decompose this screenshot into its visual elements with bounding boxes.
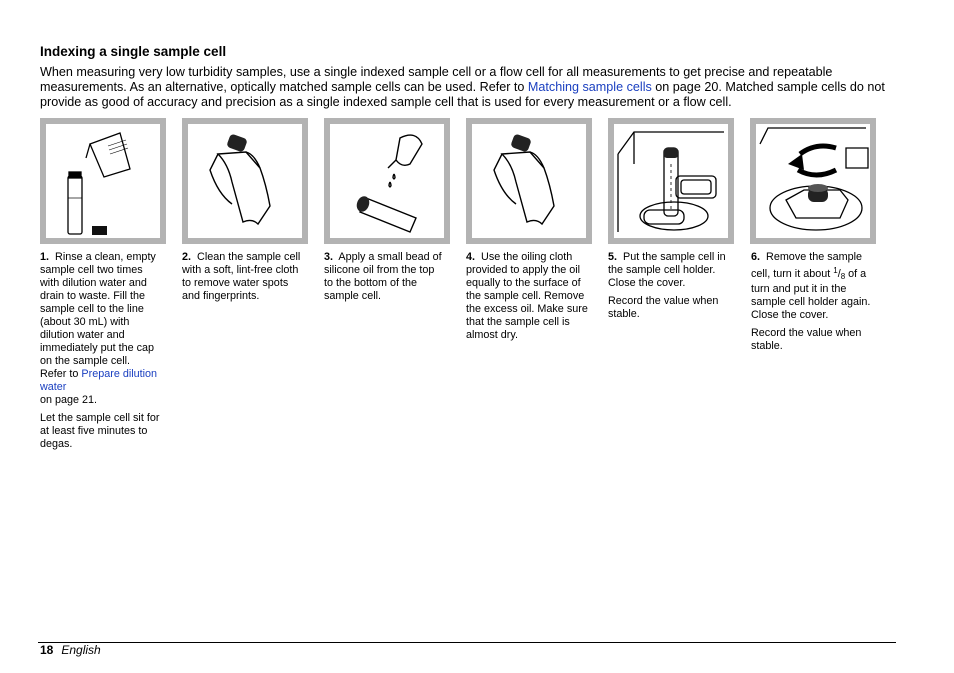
step-2: 2. Clean the sample cell with a soft, lint-free cloth to remove water spots and fingerprints.: [182, 251, 301, 302]
step-4-illustration: [466, 118, 592, 244]
step-6-illustration: [750, 118, 876, 244]
rotate-cell-icon: [756, 124, 870, 238]
page-number: 18: [40, 643, 54, 657]
pour-water-icon: [46, 124, 160, 238]
step-6: 6. Remove the sample cell, turn it about $^1/_8$ of a turn and put it in the sample cell holder again. Close the cover. Record the value when stable.: [751, 251, 873, 358]
section-heading: Indexing a single sample cell: [40, 44, 227, 59]
step-1: 1. Rinse a clean, empty sample cell two times with dilution water and drain to waste. Fill the sample cell to the line (about 30 mL) with dilution water and immediately put the cap on the sample cell. Refer to Prepare dilution water on page 21. Let the sample cell sit for at least five minutes to degas.: [40, 251, 162, 456]
step-5-illustration: [608, 118, 734, 244]
step-1-note: Let the sample cell sit for at least five minutes to degas.: [40, 412, 160, 450]
insert-cell-icon: [614, 124, 728, 238]
step-6-note: Record the value when stable.: [751, 327, 862, 352]
oil-dropper-icon: [330, 124, 444, 238]
cloth-cleaning-icon: [188, 124, 302, 238]
oiling-cloth-icon: [472, 124, 586, 238]
step-5: 5. Put the sample cell in the sample cell holder. Close the cover. Record the value when stable.: [608, 251, 730, 326]
page-footer: [40, 643, 101, 657]
step-2-illustration: [182, 118, 308, 244]
step-4: 4. Use the oiling cloth provided to apply the oil equally to the surface of the sample cell. Remove the excess oil. Make sure that the sample cell is almost dry.: [466, 251, 588, 341]
step-3-illustration: [324, 118, 450, 244]
footer-divider: [38, 642, 896, 643]
prepare-dilution-water-link[interactable]: Prepare dilution water: [40, 368, 158, 393]
matching-sample-cells-link[interactable]: Matching sample cells: [527, 80, 652, 94]
step-5-note: Record the value when stable.: [608, 295, 719, 320]
step-1-illustration: [40, 118, 166, 244]
footer-language: English: [61, 643, 101, 657]
intro-paragraph: When measuring very low turbidity samples, use a single indexed sample cell or a flow cell for all measurements to get precise and repeatable measurements. As an alternative, optically matched sample cells can be used. Refer to Matching sample cells on page 20. Matched sample cells do not provide as good of accuracy and precision as a single indexed sample cell that is used for every measurement or a flow cell.: [40, 65, 885, 109]
step-3: 3. Apply a small bead of silicone oil from the top to the bottom of the sample cell.: [324, 251, 442, 302]
